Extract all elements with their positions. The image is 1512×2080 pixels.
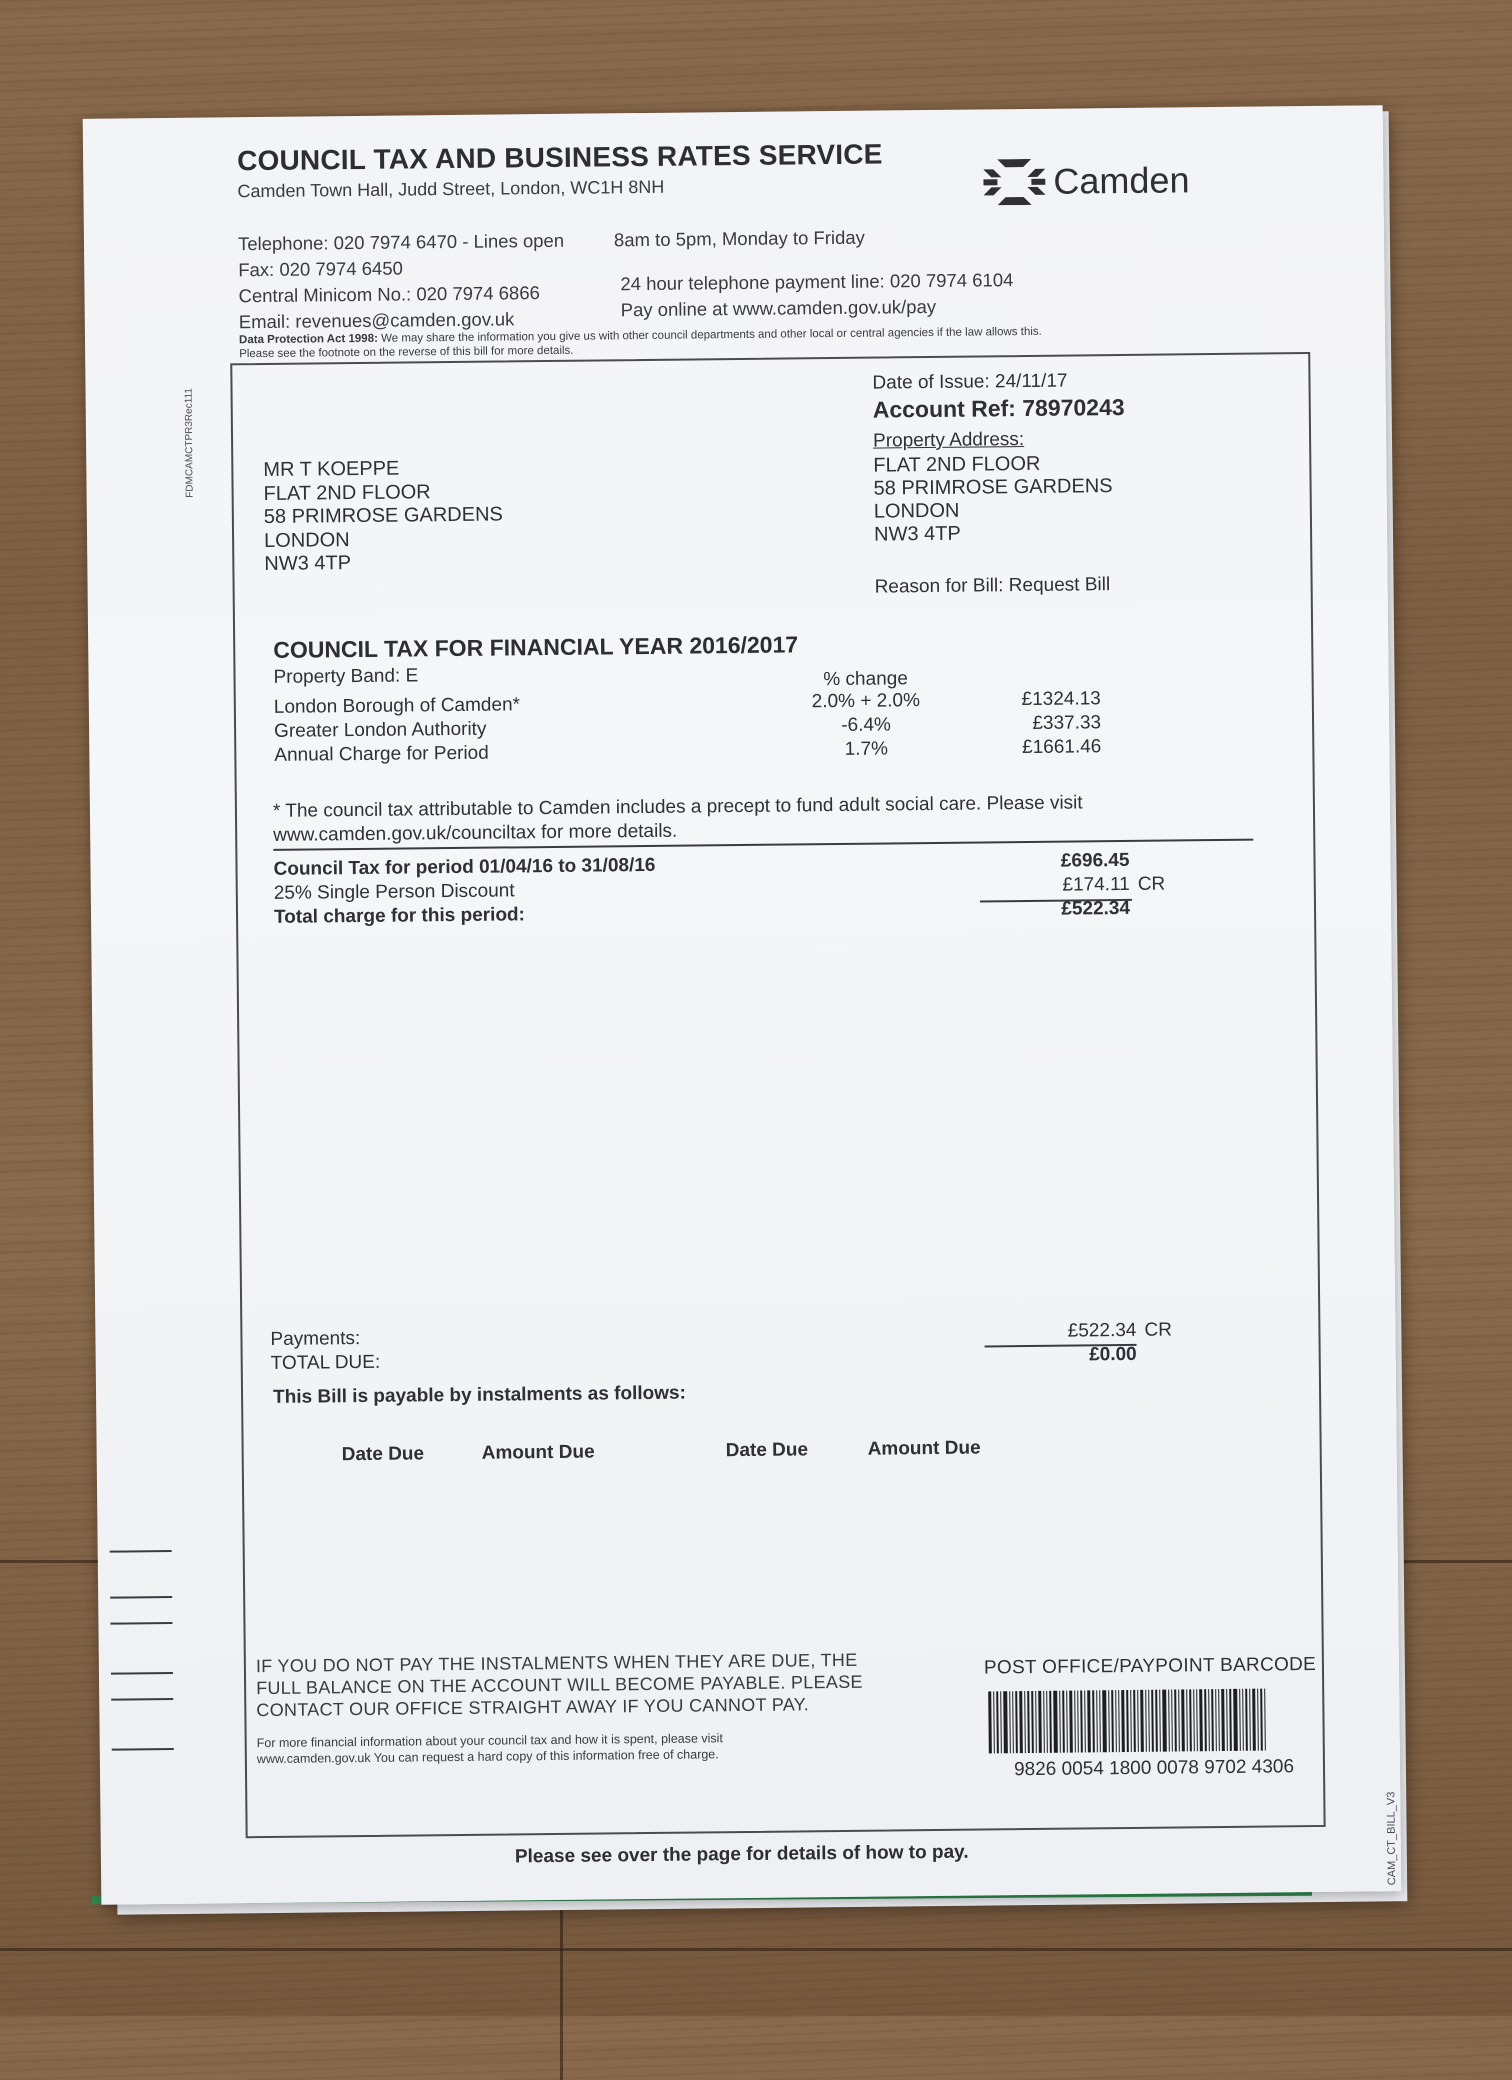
property-band: Property Band: E — [273, 665, 419, 688]
barcode-bar — [1245, 1689, 1248, 1751]
barcode-bar — [1162, 1690, 1167, 1752]
barcode-bar — [1031, 1691, 1034, 1753]
property-line: 58 PRIMROSE GARDENS — [873, 475, 1113, 500]
barcode-bar — [1260, 1689, 1263, 1751]
barcode-bar — [1066, 1691, 1068, 1753]
bill-frame — [230, 352, 1325, 1838]
email: Email: revenues@camden.gov.uk — [238, 308, 515, 333]
barcode-bar — [1015, 1691, 1018, 1753]
charge-amount: £1324.13 — [1021, 688, 1101, 711]
barcode-bar — [1204, 1689, 1207, 1751]
financial-info-line: www.camden.gov.uk You can request a hard copy of this information free of charge. — [256, 1747, 719, 1767]
recipient-address — [263, 456, 503, 576]
barcode-bar — [1199, 1689, 1203, 1751]
barcode-bar — [1189, 1689, 1192, 1751]
barcode-number: 9826 0054 1800 0078 9702 4306 — [1013, 1756, 1295, 1781]
barcode-bar — [1181, 1689, 1185, 1751]
notice-line: CONTACT OUR OFFICE STRAIGHT AWAY IF YOU CANNOT PAY. — [256, 1694, 810, 1721]
minicom: Central Minicom No.: 020 7974 6866 — [238, 282, 540, 307]
charge-label: Greater London Authority — [273, 718, 487, 742]
late-payment-notice — [256, 1649, 863, 1721]
paypoint-barcode — [988, 1688, 1319, 1753]
discount-credit-suffix: CR — [1137, 873, 1166, 895]
camden-logo — [983, 157, 1190, 205]
barcode-bar — [1062, 1691, 1065, 1753]
barcode-bar — [1024, 1691, 1026, 1753]
barcode-bar — [1000, 1691, 1002, 1753]
barcode-bar — [1193, 1689, 1195, 1751]
footer-instructions: Please see over the page for details of how to pay. — [514, 1841, 969, 1868]
period-amount: £696.45 — [1060, 849, 1130, 872]
barcode-bar — [1049, 1691, 1052, 1753]
barcode-bar — [1077, 1691, 1079, 1753]
barcode-bar — [1196, 1689, 1198, 1751]
barcode-bar — [1069, 1691, 1073, 1753]
recipient-line: 58 PRIMROSE GARDENS — [263, 503, 503, 528]
barcode-bar — [1046, 1691, 1048, 1753]
barcode-bar — [993, 1691, 995, 1753]
side-form-code: FDMCAMCTPR3Rec111 — [183, 388, 196, 498]
barcode-bar — [1140, 1690, 1144, 1752]
barcode-bar — [1130, 1690, 1132, 1752]
financial-info-note — [257, 1730, 724, 1767]
recipient-line: MR T KOEPPE — [263, 457, 400, 481]
barcode-bar — [1148, 1690, 1150, 1752]
property-address-label: Property Address: — [872, 429, 1025, 452]
telephone: Telephone: 020 7974 6470 - Lines open — [237, 229, 565, 255]
barcode-bar — [1242, 1689, 1244, 1751]
property-line: NW3 4TP — [873, 522, 961, 546]
adult-social-care-note: * The council tax attributable to Camden includes a precept to fund adult social care. Please visit — [272, 792, 1083, 822]
barcode-bar — [1035, 1691, 1037, 1753]
barcode-bar — [1038, 1691, 1042, 1753]
barcode-bar — [1133, 1690, 1136, 1752]
barcode-bar — [1003, 1691, 1008, 1753]
barcode-bar — [1118, 1690, 1120, 1752]
barcode-bar — [1074, 1691, 1076, 1753]
charge-pct: 1.7% — [844, 738, 889, 760]
margin-mark — [110, 1550, 172, 1553]
recipient-line: FLAT 2ND FLOOR — [263, 480, 431, 505]
instalments-heading: This Bill is payable by instalments as follows: — [272, 1382, 687, 1408]
total-charge-amount: £522.34 — [1061, 897, 1131, 920]
adult-social-care-note-2: www.camden.gov.uk/counciltax for more details. — [273, 820, 678, 846]
margin-mark — [110, 1596, 172, 1599]
barcode-bar — [1218, 1689, 1220, 1751]
barcode-bar — [1043, 1691, 1045, 1753]
margin-mark — [110, 1622, 172, 1625]
barcode-bar — [996, 1691, 999, 1753]
notice-line: IF YOU DO NOT PAY THE INSTALMENTS WHEN THEY ARE DUE, THE — [255, 1649, 858, 1677]
barcode-bar — [1233, 1689, 1238, 1751]
total-due-amount: £0.00 — [1089, 1343, 1137, 1366]
barcode-bar — [1009, 1691, 1011, 1753]
barcode-bar — [1229, 1689, 1232, 1751]
property-line: LONDON — [873, 499, 960, 523]
barcode-bar — [1126, 1690, 1129, 1752]
barcode-bar — [1108, 1690, 1110, 1752]
charge-amount: £337.33 — [1032, 712, 1102, 734]
barcode-bar — [1137, 1690, 1139, 1752]
notice-line: FULL BALANCE ON THE ACCOUNT WILL BECOME PAYABLE. PLEASE — [256, 1671, 863, 1699]
barcode-bar — [1264, 1689, 1266, 1751]
barcode-bar — [1121, 1690, 1125, 1752]
barcode-bar — [1215, 1689, 1217, 1751]
pct-change-header: % change — [823, 668, 908, 691]
margin-mark — [111, 1672, 173, 1675]
charge-label: London Borough of Camden* — [273, 694, 521, 718]
logo-text: Camden — [1053, 159, 1190, 202]
recipient-line: NW3 4TP — [264, 552, 352, 575]
barcode-bar — [1027, 1691, 1030, 1753]
date-due-header: Date Due — [341, 1443, 425, 1466]
barcode-bar — [1145, 1690, 1147, 1752]
total-charge-label: Total charge for this period: — [273, 904, 526, 928]
service-address: Camden Town Hall, Judd Street, London, WC1H 8NH — [237, 176, 665, 202]
payments-label: Payments: — [270, 1328, 361, 1350]
bill-version-code: CAM_CT_BILL_V3 — [1385, 1791, 1399, 1886]
barcode-bar — [1115, 1690, 1117, 1752]
barcode-bar — [1226, 1689, 1228, 1751]
discount-label: 25% Single Person Discount — [273, 880, 515, 904]
barcode-bar — [1087, 1690, 1091, 1752]
barcode-bar — [1102, 1690, 1107, 1752]
floorboard-seam — [0, 1948, 1512, 1951]
payments-amount: £522.34 — [1067, 1319, 1137, 1342]
barcode-bar — [1221, 1689, 1225, 1751]
total-due-label: TOTAL DUE: — [270, 1351, 381, 1374]
council-tax-heading: COUNCIL TAX FOR FINANCIAL YEAR 2016/2017 — [273, 631, 799, 663]
period-label: Council Tax for period 01/04/16 to 31/08/16 — [273, 854, 656, 880]
barcode-bar — [1249, 1689, 1251, 1751]
payment-line: 24 hour telephone payment line: 020 7974 6104 — [620, 269, 1014, 295]
charge-pct: 2.0% + 2.0% — [811, 690, 921, 713]
barcode-bar — [1174, 1689, 1177, 1751]
recipient-line: LONDON — [263, 528, 350, 552]
date-of-issue: Date of Issue: 24/11/17 — [872, 370, 1068, 394]
property-line: FLAT 2ND FLOOR — [873, 452, 1041, 477]
property-address — [873, 452, 1113, 546]
fax: Fax: 020 7974 6450 — [238, 257, 403, 281]
service-title: COUNCIL TAX AND BUSINESS RATES SERVICE — [236, 138, 883, 177]
financial-info-line: For more financial information about your council tax and how it is spent, please visit — [256, 1731, 723, 1751]
barcode-bar — [1208, 1689, 1210, 1751]
dpa-label: Data Protection Act 1998: — [238, 332, 378, 347]
barcode-bar — [1151, 1690, 1154, 1752]
barcode-bar — [1159, 1690, 1161, 1752]
barcode-label: POST OFFICE/PAYPOINT BARCODE — [983, 1654, 1317, 1679]
charge-amount: £1661.46 — [1021, 736, 1102, 759]
barcode-bar — [1171, 1690, 1173, 1752]
dpa-text-2: Please see the footnote on the reverse of this bill for more details. — [239, 344, 574, 361]
charge-label: Annual Charge for Period — [274, 742, 489, 766]
barcode-bar — [988, 1691, 992, 1753]
barcode-bar — [1099, 1690, 1101, 1752]
barcode-bar — [1252, 1689, 1256, 1751]
barcode-bar — [1096, 1690, 1098, 1752]
discount-amount: £174.11 — [1062, 873, 1130, 896]
dpa-text: We may share the information you give us with other council departments and other local or central agencies if the law allows this. — [381, 325, 1042, 345]
barcode-bar — [1178, 1689, 1180, 1751]
barcode-bar — [1084, 1690, 1086, 1752]
account-ref: Account Ref: 78970243 — [872, 393, 1125, 423]
amount-due-header: Amount Due — [867, 1437, 981, 1460]
barcode-bar — [1155, 1690, 1158, 1752]
barcode-bar — [1111, 1690, 1114, 1752]
margin-mark — [112, 1748, 174, 1751]
barcode-bar — [1019, 1691, 1023, 1753]
barcode-bar — [1239, 1689, 1241, 1751]
margin-mark — [111, 1698, 173, 1701]
pay-online: Pay online at www.camden.gov.uk/pay — [620, 295, 937, 321]
council-tax-bill — [83, 105, 1402, 1905]
amount-due-header: Amount Due — [481, 1441, 595, 1464]
barcode-bar — [1168, 1690, 1170, 1752]
camden-logo-icon — [983, 159, 1045, 206]
barcode-bar — [1059, 1691, 1061, 1753]
reason-for-bill: Reason for Bill: Request Bill — [874, 574, 1111, 598]
barcode-bar — [1053, 1691, 1058, 1753]
barcode-bar — [1186, 1689, 1188, 1751]
barcode-bar — [1012, 1691, 1014, 1753]
opening-hours: 8am to 5pm, Monday to Friday — [613, 226, 865, 251]
barcode-bar — [1257, 1689, 1259, 1751]
payments-credit-suffix: CR — [1144, 1319, 1172, 1341]
barcode-bar — [1092, 1690, 1095, 1752]
date-due-header: Date Due — [725, 1439, 809, 1462]
barcode-bar — [1211, 1689, 1214, 1751]
barcode-bar — [1080, 1690, 1083, 1752]
charge-pct: -6.4% — [841, 714, 891, 736]
